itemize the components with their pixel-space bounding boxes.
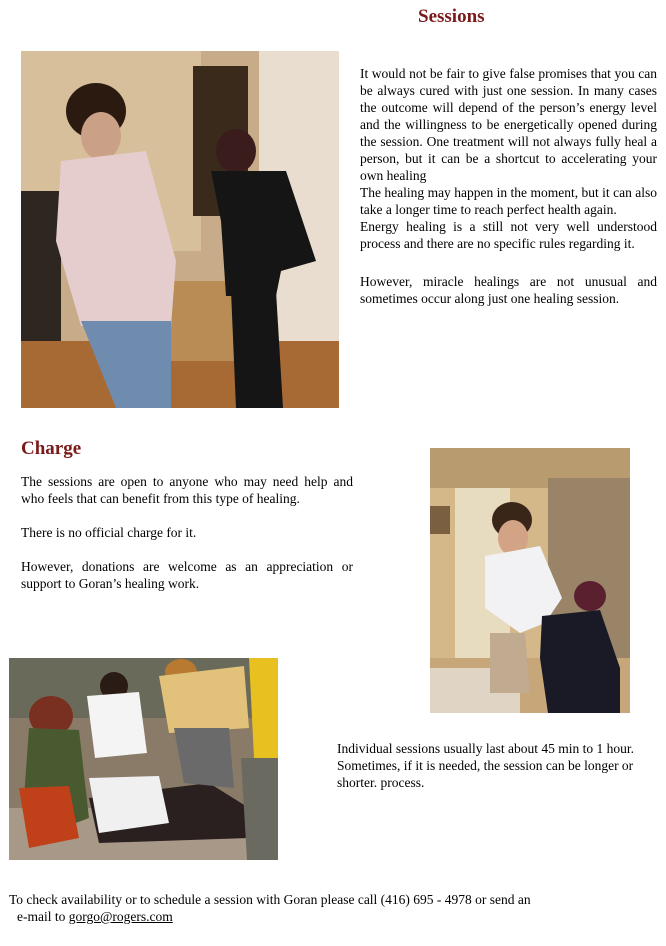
email-link[interactable]: gorgo@rogers.com [68,909,173,924]
healing-session-photo-outdoor [9,658,278,860]
charge-text [21,473,353,592]
contact-info [9,891,659,925]
sessions-paragraph-3: Energy healing is a still not very well understood process and there are no specific rules regarding it. [360,219,657,251]
sessions-paragraph-4: However, miracle healings are not unusual and sometimes occur along just one healing session. [360,274,657,306]
charge-paragraph-1: The sessions are open to anyone who may need help and who feels that can benefit from this type of healing. [21,474,353,506]
contact-email-line [9,908,659,925]
email-prefix: e-mail to [17,909,69,924]
sessions-paragraph-1: It would not be fair to give false promises that you can be always cured with just one session. In many cases the outcome will depend of the person’s energy level and the willingness to be energetically opened during the session. One treatment will not always fully heal a person, but it can be a shortcut to accelerating your own healing [360,66,657,183]
healing-session-photo-living-room [21,51,339,408]
session-duration-text: Individual sessions usually last about 45 min to 1 hour. Sometimes, if it is needed, the session can be longer or shorter. process. [337,741,634,790]
charge-paragraph-3: However, donations are welcome as an appreciation or support to Goran’s healing work. [21,559,353,591]
contact-line: To check availability or to schedule a session with Goran please call (416) 695 - 4978 or send an [9,892,531,907]
sessions-heading: Sessions [418,6,485,27]
sessions-text [360,65,657,307]
healing-session-photo-kneeling [430,448,630,713]
charge-paragraph-2: There is no official charge for it. [21,525,197,540]
charge-heading: Charge [21,438,82,459]
sessions-paragraph-2: The healing may happen in the moment, but it can also take a longer time to reach perfect health again. [360,185,657,217]
